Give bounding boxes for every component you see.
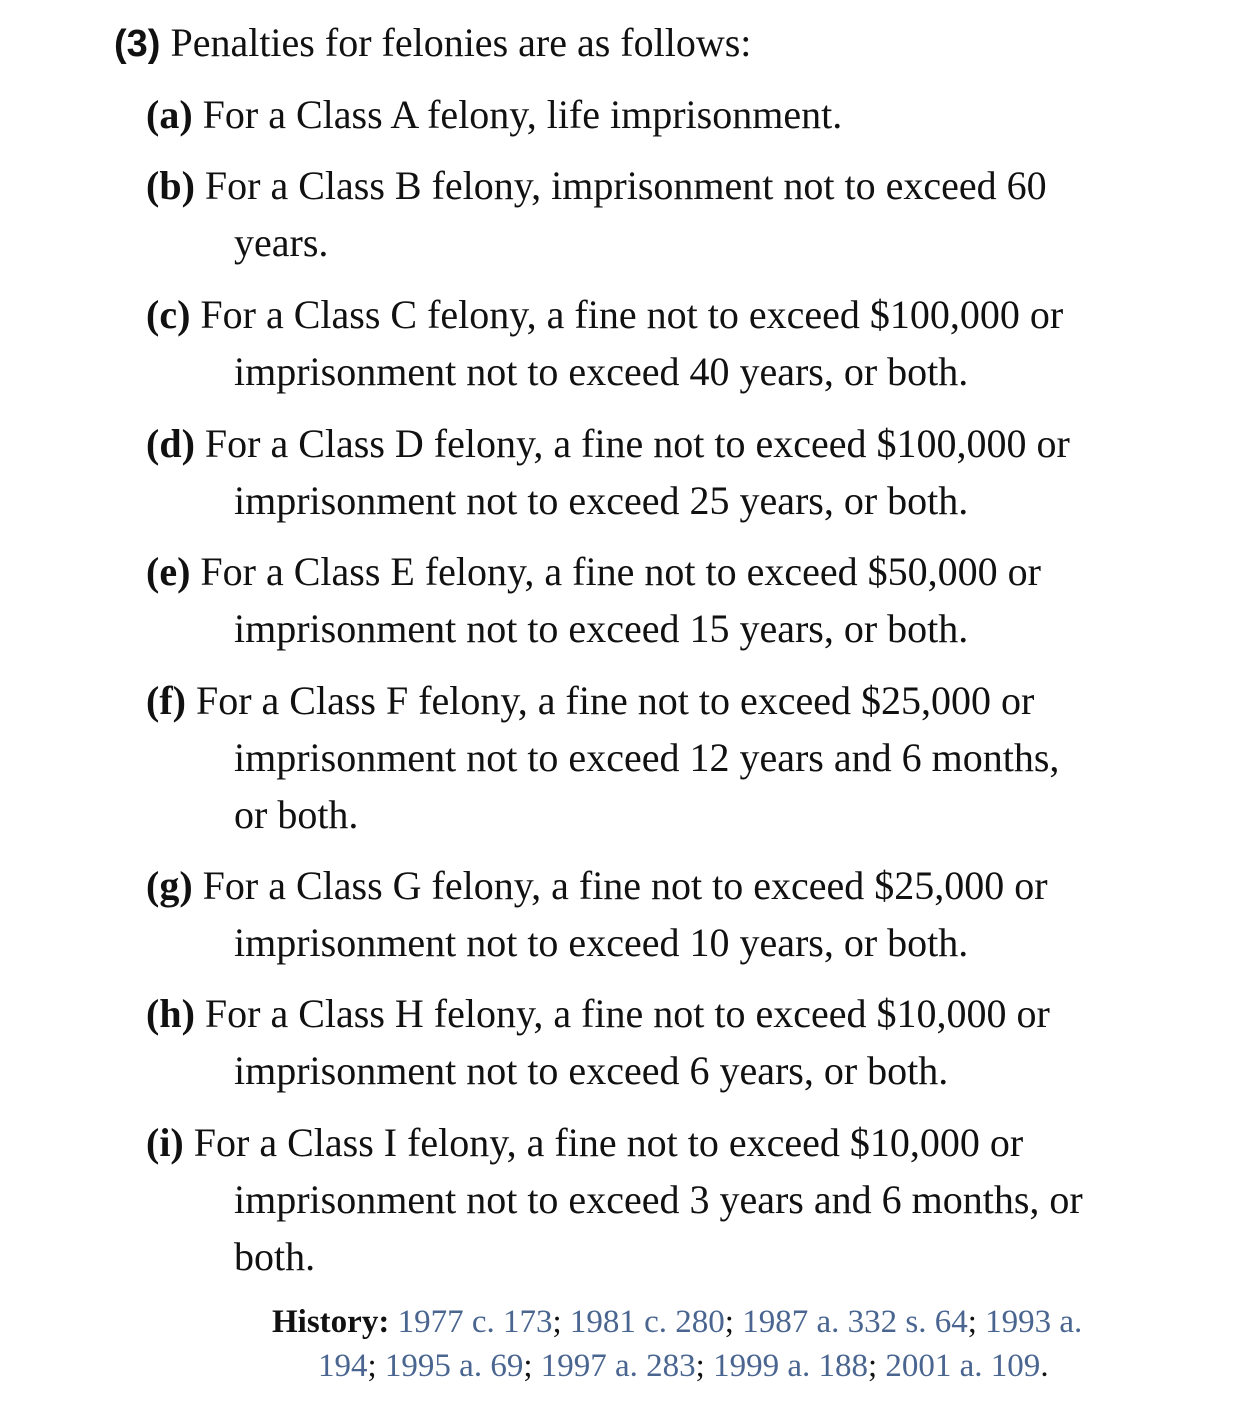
history-separator: ; bbox=[552, 1304, 570, 1340]
penalty-label: (e) bbox=[146, 549, 191, 594]
history-link-1977[interactable]: 1977 c. 173 bbox=[397, 1304, 553, 1340]
history-separator: ; bbox=[523, 1348, 541, 1384]
penalty-item-g bbox=[146, 857, 1216, 971]
history-link-1997[interactable]: 1997 a. 283 bbox=[540, 1348, 696, 1384]
penalty-line-continued: years. bbox=[234, 220, 329, 265]
penalty-label: (h) bbox=[146, 991, 195, 1036]
history-separator: ; bbox=[967, 1304, 986, 1340]
penalty-label: (c) bbox=[146, 292, 191, 337]
penalty-line-continued: imprisonment not to exceed 15 years, or both. bbox=[234, 606, 969, 651]
penalty-line bbox=[146, 857, 1216, 914]
penalty-item-f bbox=[146, 672, 1216, 843]
penalty-text: For a Class A felony, life imprisonment. bbox=[192, 92, 843, 137]
penalty-item-i bbox=[146, 1114, 1216, 1285]
penalty-line-continued: imprisonment not to exceed 3 years and 6 months, or bbox=[234, 1177, 1083, 1222]
history-note bbox=[272, 1300, 1192, 1388]
penalty-line-continued: both. bbox=[234, 1234, 316, 1279]
penalty-line-continued: imprisonment not to exceed 25 years, or both. bbox=[234, 478, 969, 523]
penalty-label: (b) bbox=[146, 163, 195, 208]
history-link-1987[interactable]: 1987 a. 332 s. 64 bbox=[742, 1304, 968, 1340]
penalty-line-continued: imprisonment not to exceed 40 years, or both. bbox=[234, 349, 969, 394]
penalty-line bbox=[146, 157, 1216, 214]
penalty-text: For a Class E felony, a fine not to exceed $50,000 or bbox=[190, 549, 1041, 594]
penalty-item-d bbox=[146, 415, 1216, 529]
penalty-line bbox=[146, 415, 1216, 472]
history-terminator: . bbox=[1040, 1348, 1049, 1384]
penalty-item-b bbox=[146, 157, 1216, 271]
penalty-label: (f) bbox=[146, 678, 186, 723]
penalty-label: (g) bbox=[146, 863, 193, 908]
penalty-text: For a Class H felony, a fine not to exceed $10,000 or bbox=[194, 991, 1050, 1036]
penalty-item-c bbox=[146, 286, 1216, 400]
penalty-line-continued: or both. bbox=[234, 792, 359, 837]
subsection-heading bbox=[114, 14, 751, 73]
history-separator: ; bbox=[867, 1348, 886, 1384]
penalty-label: (a) bbox=[146, 92, 193, 137]
penalty-line bbox=[146, 86, 1216, 143]
history-separator: ; bbox=[724, 1304, 743, 1340]
history-line-continued bbox=[272, 1344, 1192, 1388]
penalty-text: For a Class G felony, a fine not to exceed $25,000 or bbox=[192, 863, 1048, 908]
penalty-label: (i) bbox=[146, 1120, 184, 1165]
penalty-text: For a Class C felony, a fine not to exceed $100,000 or bbox=[190, 292, 1064, 337]
penalty-text: For a Class I felony, a fine not to exceed $10,000 or bbox=[183, 1120, 1024, 1165]
history-line bbox=[272, 1300, 1192, 1344]
penalty-text: For a Class F felony, a fine not to exceed $25,000 or bbox=[185, 678, 1035, 723]
penalty-item-h bbox=[146, 985, 1216, 1099]
history-link-1993-continued[interactable]: 194 bbox=[318, 1348, 368, 1384]
history-separator: ; bbox=[695, 1348, 714, 1384]
penalty-line bbox=[146, 985, 1216, 1042]
penalty-line-continued: imprisonment not to exceed 10 years, or both. bbox=[234, 920, 969, 965]
history-link-1999[interactable]: 1999 a. 188 bbox=[713, 1348, 868, 1384]
penalty-line bbox=[146, 672, 1216, 729]
subsection-title: Penalties for felonies are as follows: bbox=[160, 20, 752, 65]
penalty-text: For a Class D felony, a fine not to exceed $100,000 or bbox=[194, 421, 1070, 466]
penalty-line bbox=[146, 1114, 1216, 1171]
penalty-line-continued: imprisonment not to exceed 12 years and 6 months, bbox=[234, 735, 1060, 780]
history-label: History: bbox=[272, 1304, 390, 1340]
penalty-line-continued: imprisonment not to exceed 6 years, or both. bbox=[234, 1048, 949, 1093]
history-link-2001[interactable]: 2001 a. 109 bbox=[885, 1348, 1041, 1384]
penalty-line bbox=[146, 543, 1216, 600]
penalty-text: For a Class B felony, imprisonment not to exceed 60 bbox=[194, 163, 1047, 208]
history-link-1981[interactable]: 1981 c. 280 bbox=[569, 1304, 725, 1340]
penalty-label: (d) bbox=[146, 421, 195, 466]
penalty-item-a bbox=[146, 86, 1216, 143]
subsection-number: (3) bbox=[114, 23, 161, 65]
history-separator: ; bbox=[367, 1348, 385, 1384]
history-link-1995[interactable]: 1995 a. 69 bbox=[384, 1348, 524, 1384]
penalty-item-e bbox=[146, 543, 1216, 657]
penalty-line bbox=[146, 286, 1216, 343]
history-link-1993[interactable]: 1993 a. bbox=[985, 1304, 1083, 1340]
